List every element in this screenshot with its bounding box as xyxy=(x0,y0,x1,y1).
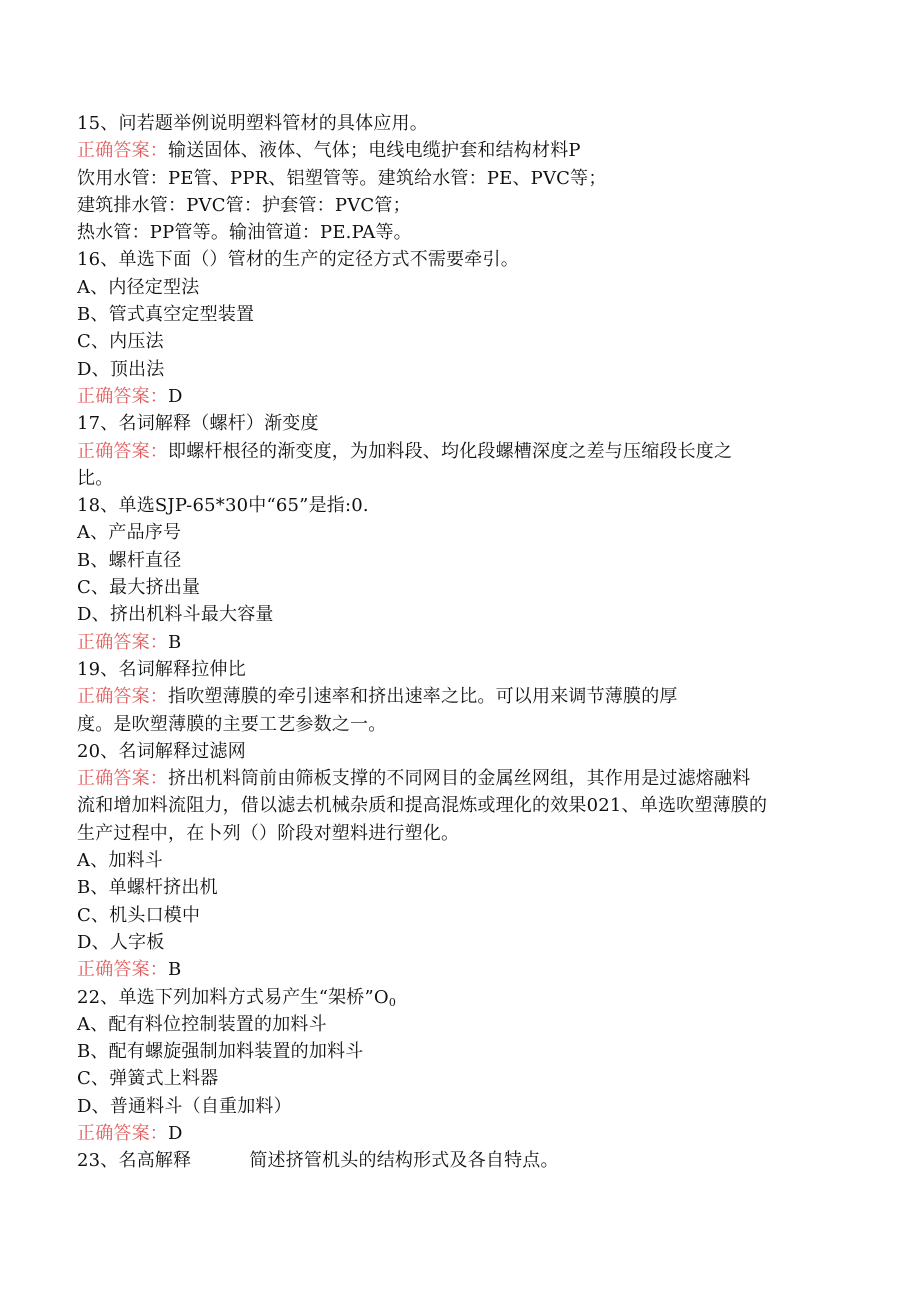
question-text: 22、单选下列加料方式易产生“架桥”O xyxy=(77,986,389,1008)
option-a: A、加料斗 xyxy=(77,850,163,872)
option-d: D、挤出机料斗最大容量 xyxy=(77,604,274,626)
answer-17 xyxy=(77,438,812,465)
option-d: D、普通料斗（自重加料） xyxy=(77,1095,292,1117)
question-23 xyxy=(77,1147,812,1174)
answer-label: 正确答案： xyxy=(77,631,168,653)
question-text: 简述挤管机头的结构形式及各自特点。 xyxy=(249,1150,559,1172)
option-b: B、配有螺旋强制加料装置的加料斗 xyxy=(77,1041,364,1063)
question-15: 15、问若题举例说明塑料管材的具体应用。 xyxy=(77,113,428,134)
answer-15-line-2: 建筑排水管：PVC管：护套管：PVC管； xyxy=(77,194,411,216)
answer-19 xyxy=(77,683,812,710)
answer-label: 正确答案： xyxy=(77,959,168,981)
option-a: A、配有料位控制装置的加料斗 xyxy=(77,1013,327,1035)
answer-label: 正确答案： xyxy=(77,385,168,407)
question-prefix: 23、名高解释 xyxy=(77,1150,192,1172)
option-c: C、弹簧式上料器 xyxy=(77,1068,219,1090)
answer-15 xyxy=(77,137,812,164)
option-c: C、内压法 xyxy=(77,331,164,353)
option-c: C、机头口模中 xyxy=(77,904,201,926)
answer-label: 正确答案： xyxy=(77,440,168,462)
answer-20-cont-1: 流和增加料流阻力，借以滤去机械杂质和提高混炼或理化的效果021、单选吹塑薄膜的 xyxy=(77,795,768,817)
answer-21 xyxy=(77,956,812,983)
answer-22 xyxy=(77,1120,812,1147)
option-b: B、螺杆直径 xyxy=(77,549,182,571)
option-b: B、管式真空定型装置 xyxy=(77,304,255,326)
document-page xyxy=(77,110,812,1175)
option-a: A、内径定型法 xyxy=(77,276,200,298)
answer-label: 正确答案： xyxy=(77,768,168,790)
answer-text: D xyxy=(168,385,183,407)
answer-text: B xyxy=(168,959,182,981)
option-a: A、产品序号 xyxy=(77,522,182,544)
option-b: B、单螺杆挤出机 xyxy=(77,877,218,899)
question-subscript: 0 xyxy=(388,995,397,1009)
answer-15-line-3: 热水管：PP管等。输油管道：PE.PA等。 xyxy=(77,222,412,244)
option-d: D、顶出法 xyxy=(77,358,165,380)
answer-label: 正确答案： xyxy=(77,686,168,708)
answer-text: 输送固体、液体、气体；电线电缆护套和结构材料P xyxy=(168,140,581,162)
answer-16 xyxy=(77,383,812,410)
answer-label: 正确答案： xyxy=(77,1122,168,1144)
option-d: D、人字板 xyxy=(77,931,165,953)
answer-text: B xyxy=(168,631,182,653)
answer-15-line-1: 饮用水管：PE管、PPR、铝塑管等。建筑给水管：PE、PVC等； xyxy=(77,167,607,189)
answer-17-cont: 比。 xyxy=(77,467,114,489)
answer-text: D xyxy=(168,1122,183,1144)
question-16: 16、单选下面（）管材的生产的定径方式不需要牵引。 xyxy=(77,249,519,271)
question-22 xyxy=(77,984,812,1011)
question-17: 17、名词解释（螺杆）渐变度 xyxy=(77,413,319,435)
answer-text: 即螺杆根径的渐变度，为加料段、均化段螺槽深度之差与压缩段长度之 xyxy=(168,440,733,462)
answer-text: 挤出机料筒前由筛板支撑的不同网目的金属丝网组，其作用是过滤熔融料 xyxy=(168,768,751,790)
answer-20-cont-2: 生产过程中，在卜列（）阶段对塑料进行塑化。 xyxy=(77,822,460,844)
question-19: 19、名词解释拉伸比 xyxy=(77,658,246,680)
answer-text: 指吹塑薄膜的牵引速率和挤出速率之比。可以用来调节薄膜的厚 xyxy=(168,686,678,708)
question-18: 18、单选SJP-65*30中“65”是指:0. xyxy=(77,495,369,517)
answer-20 xyxy=(77,765,812,792)
answer-19-cont: 度。是吹塑薄膜的主要工艺参数之一。 xyxy=(77,713,387,735)
option-c: C、最大挤出量 xyxy=(77,577,201,599)
answer-label: 正确答案： xyxy=(77,140,168,162)
answer-18 xyxy=(77,629,812,656)
question-20: 20、名词解释过滤网 xyxy=(77,740,246,762)
